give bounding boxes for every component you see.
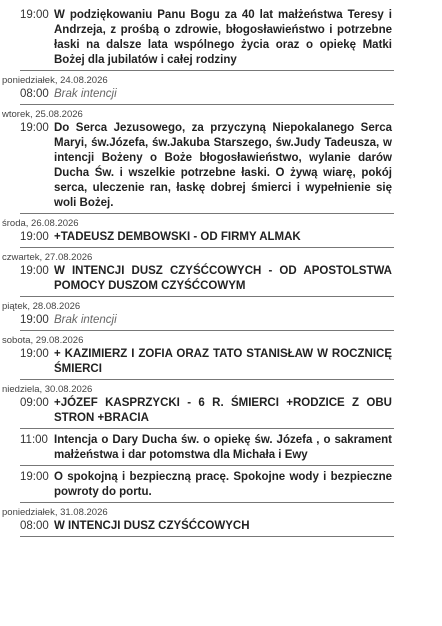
intention-entry <box>20 8 394 71</box>
intention-entry <box>20 264 394 297</box>
intention-text: Intencja o Dary Ducha św. o opiekę św. Józefa , o sakrament małżeństwa i dar potomstwa dla Michała i Ewy <box>54 434 392 461</box>
day-group <box>0 384 442 503</box>
mass-time: 19:00 <box>20 122 49 134</box>
day-group <box>0 301 442 331</box>
intention-text: O spokojną i bezpieczną pracę. Spokojne wody i bezpieczne powroty do portu. <box>54 471 392 498</box>
mass-time: 08:00 <box>20 520 49 532</box>
intention-entry <box>20 87 394 105</box>
day-group <box>0 252 442 297</box>
intention-entry <box>20 313 394 331</box>
day-group <box>0 109 442 214</box>
mass-time: 19:00 <box>20 348 49 360</box>
day-group <box>0 218 442 248</box>
day-group <box>0 507 442 537</box>
day-label: niedziela, 30.08.2026 <box>2 384 93 395</box>
intention-text-empty: Brak intencji <box>54 88 117 100</box>
day-group <box>0 335 442 380</box>
mass-time: 19:00 <box>20 9 49 21</box>
day-label: poniedziałek, 24.08.2026 <box>2 75 108 86</box>
mass-time: 19:00 <box>20 314 49 326</box>
intention-text: +JÓZEF KASPRZYCKI - 6 R. ŚMIERCI +RODZICE Z OBU STRON +BRACIA <box>54 397 392 424</box>
intention-text: W INTENCJI DUSZ CZYŚĆCOWYCH - OD APOSTOLSTWA POMOCY DUSZOM CZYŚĆCOWYM <box>54 265 392 292</box>
day-label: środa, 26.08.2026 <box>2 218 79 229</box>
day-label: sobota, 29.08.2026 <box>2 335 84 346</box>
intention-text: W INTENCJI DUSZ CZYŚĆCOWYCH <box>54 520 250 532</box>
mass-time: 11:00 <box>20 434 48 446</box>
intention-entry <box>20 230 394 248</box>
intention-text: Do Serca Jezusowego, za przyczyną Niepokalanego Serca Maryi, św.Józefa, św.Jakuba Starszego, św.Judy Tadeusza, w intencji Bożeny o Boże błogosławieństwo, wylanie darów Ducha Św. i wszelkie potrzebne łaski. O żywą wiarę, pokój serca, uleczenie ran, łaskę dobrej śmierci i wypełnienie się woli Bożej. <box>54 122 392 209</box>
mass-time: 08:00 <box>20 88 49 100</box>
mass-time: 09:00 <box>20 397 49 409</box>
intention-text: + KAZIMIERZ I ZOFIA ORAZ TATO STANISŁAW W ROCZNICĘ ŚMIERCI <box>54 348 392 375</box>
day-group <box>0 8 442 71</box>
intention-text: W podziękowaniu Panu Bogu za 40 lat małżeństwa Teresy i Andrzeja, z prośbą o zdrowie, błogosławieństwo i potrzebne łaski na dalsze lata wspólnego życia oraz o opiekę Matki Bożej dla jubilatów i całej rodziny <box>54 9 392 66</box>
mass-time: 19:00 <box>20 231 49 243</box>
day-label: piątek, 28.08.2026 <box>2 301 81 312</box>
intention-text-empty: Brak intencji <box>54 314 117 326</box>
intention-entry <box>20 396 394 429</box>
intention-entry <box>20 433 394 466</box>
day-group <box>0 75 442 105</box>
mass-time: 19:00 <box>20 265 49 277</box>
intention-entry <box>20 519 394 537</box>
day-label: czwartek, 27.08.2026 <box>2 252 93 263</box>
mass-time: 19:00 <box>20 471 49 483</box>
intention-entry <box>20 470 394 503</box>
intention-text: +TADEUSZ DEMBOWSKI - OD FIRMY ALMAK <box>54 231 301 243</box>
day-label: poniedziałek, 31.08.2026 <box>2 507 108 518</box>
intention-entry <box>20 347 394 380</box>
intention-entry <box>20 121 394 214</box>
day-label: wtorek, 25.08.2026 <box>2 109 83 120</box>
